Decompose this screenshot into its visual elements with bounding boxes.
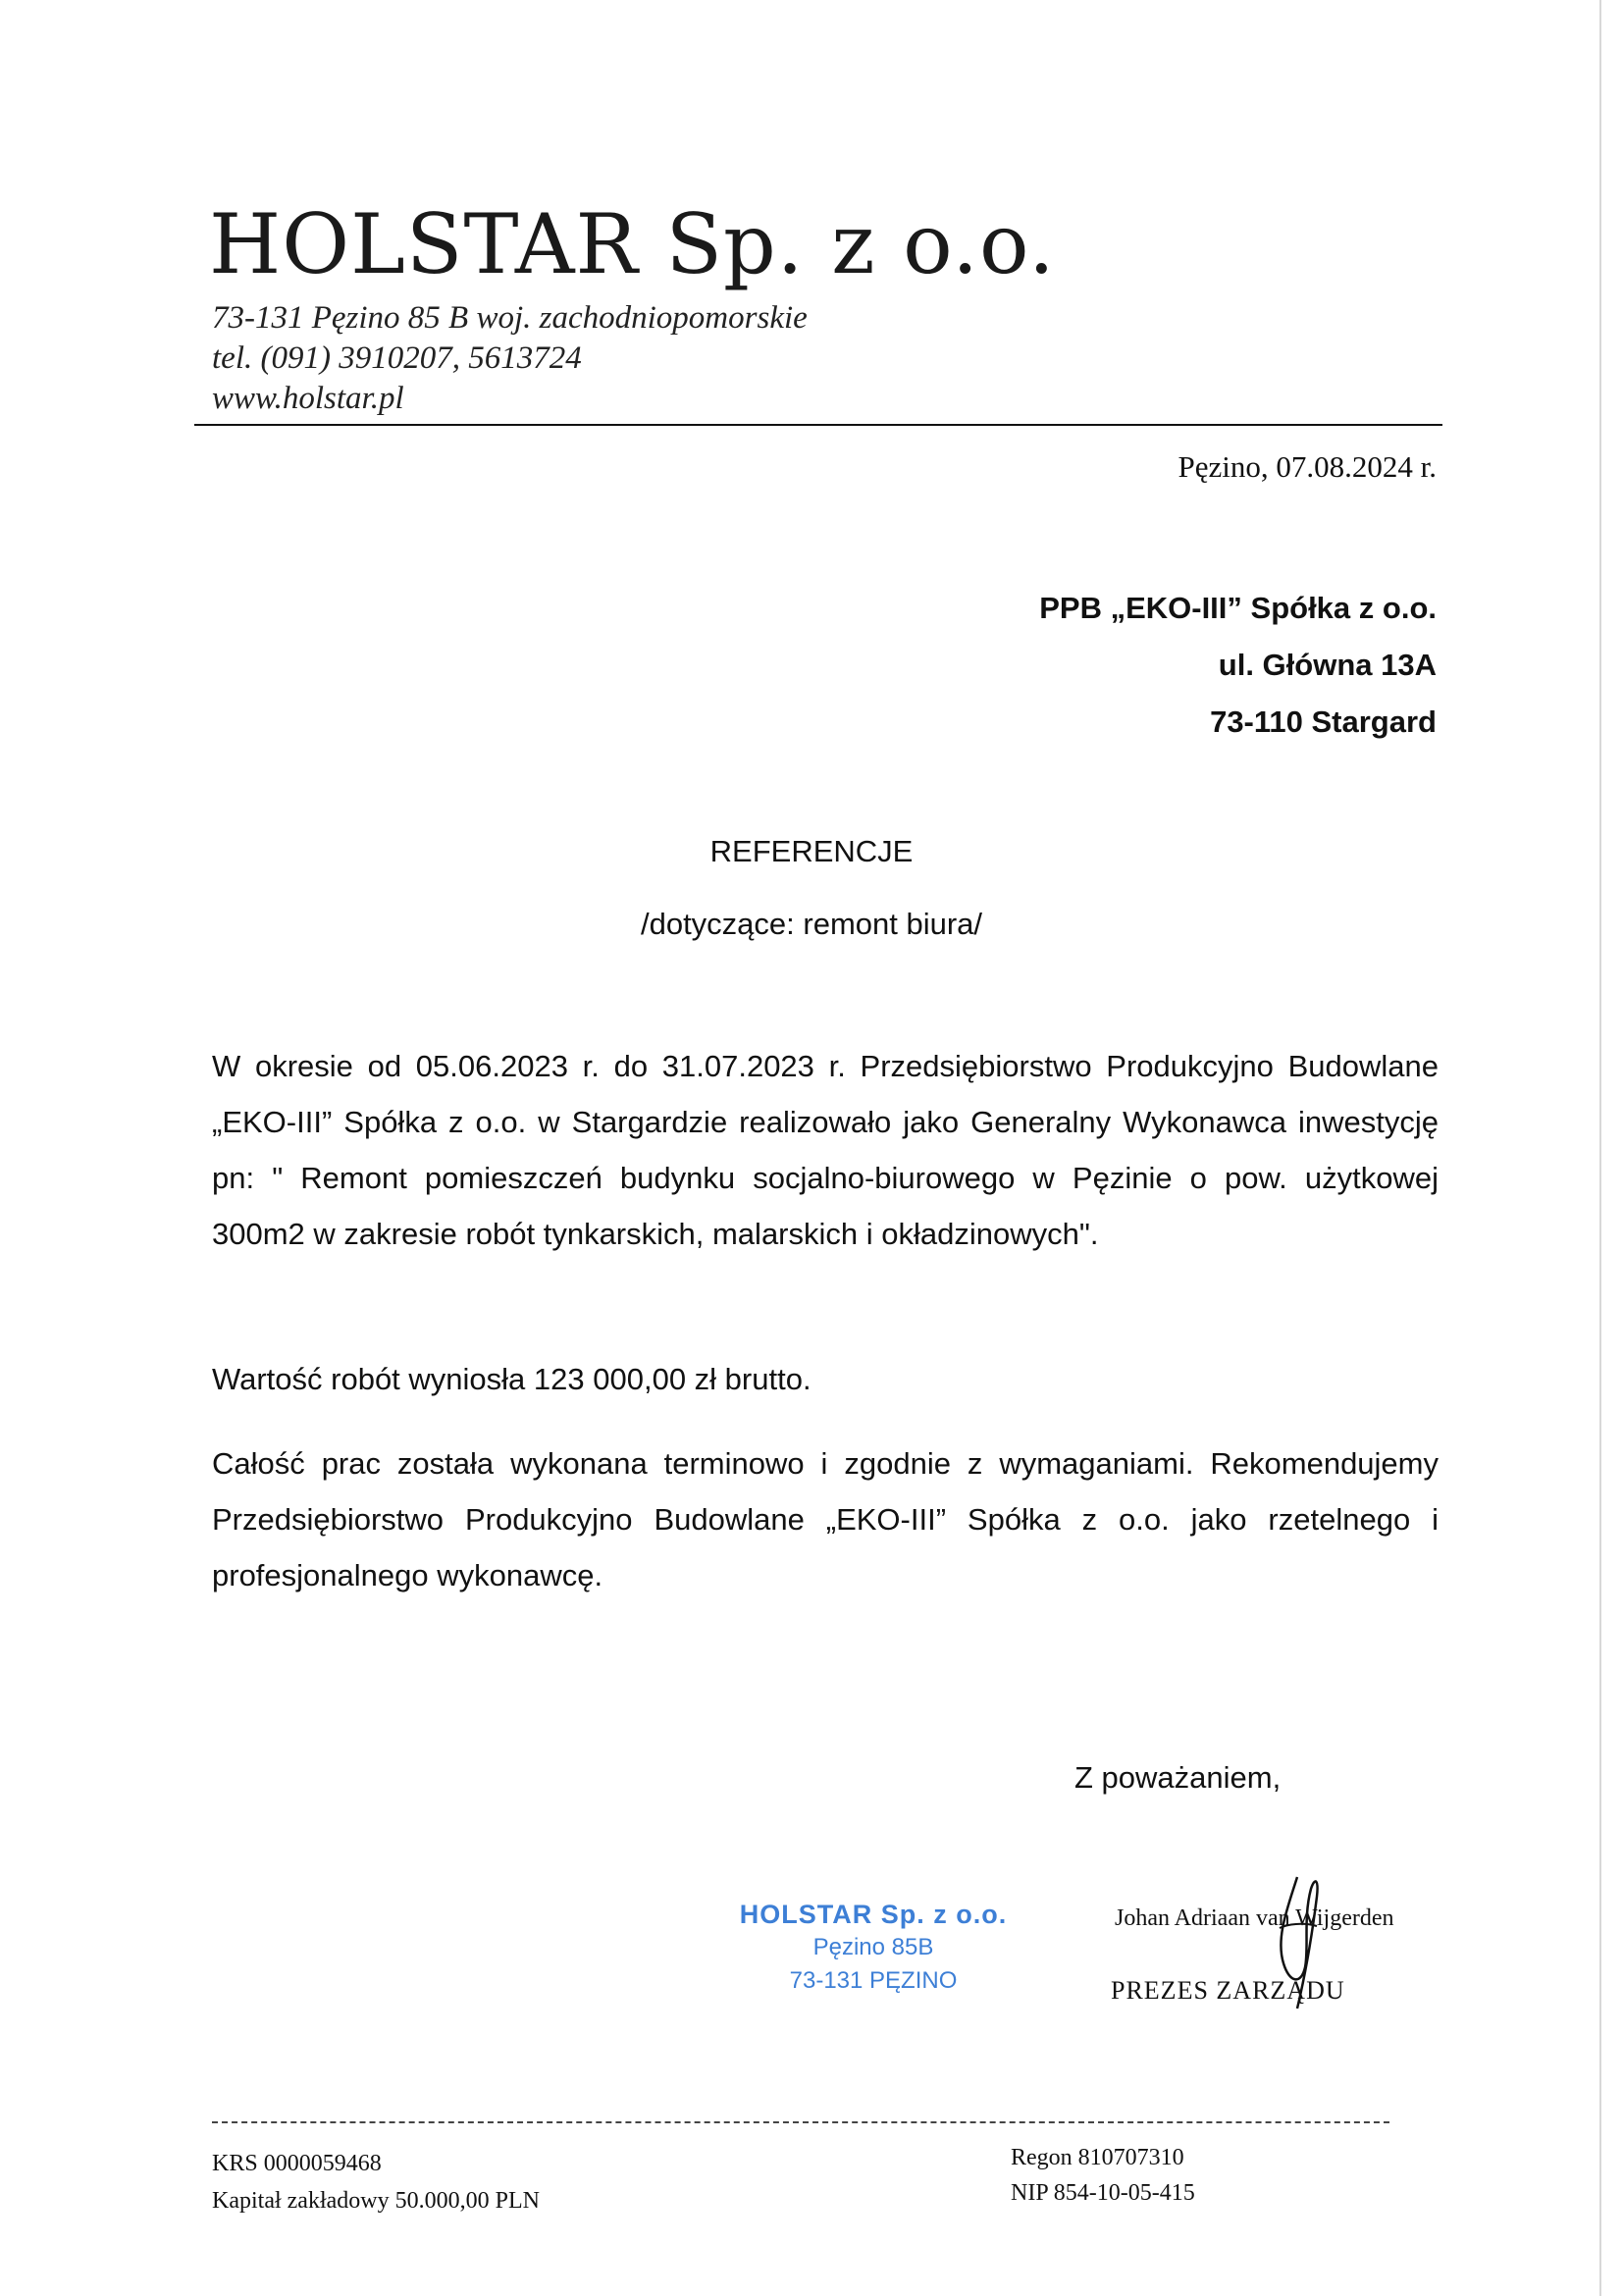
handwritten-signature	[1258, 1869, 1336, 2016]
stamp-company: HOLSTAR Sp. z o.o.	[739, 1900, 1008, 1929]
date-line: Pęzino, 07.08.2024 r.	[1178, 449, 1437, 484]
recipient-name: PPB „EKO-III” Spółka z o.o.	[1039, 591, 1437, 625]
letterhead-divider	[194, 424, 1442, 426]
company-website: www.holstar.pl	[212, 381, 404, 416]
body-paragraph-1: W okresie od 05.06.2023 r. do 31.07.2023 r. Przedsiębiorstwo Produkcyjno Budowlane „EKO-III” Spółka z o.o. w Stargardzie realizowało jako Generalny Wykonawca inwestycję pn: " Remont pomieszczeń budynku socjalno-biurowego w Pęzinie o pow. użytkowej 300m2 w zakresie robót tynkarskich, malarskich i okładzinowych".	[212, 1049, 1439, 1251]
body-paragraph-2: Wartość robót wyniosła 123 000,00 zł brutto.	[212, 1362, 812, 1396]
footer-nip: NIP 854-10-05-415	[1011, 2180, 1195, 2206]
page-edge	[1599, 0, 1601, 2296]
stamp-address: Pęzino 85B	[812, 1934, 934, 1960]
closing-phrase: Z poważaniem,	[1074, 1760, 1282, 1795]
signer-role: PREZES ZARZĄDU	[1111, 1976, 1345, 2005]
stamp-city: 73-131 PĘZINO	[789, 1967, 958, 1994]
company-name: HOLSTAR Sp. z o.o.	[209, 196, 1056, 292]
company-address: 73-131 Pęzino 85 B woj. zachodniopomorskie	[212, 300, 808, 336]
footer-regon: Regon 810707310	[1011, 2145, 1184, 2170]
body-paragraph-3: Całość prac została wykonana terminowo i zgodnie z wymaganiami. Rekomendujemy Przedsiębiorstwo Produkcyjno Budowlane „EKO-III” Spółka z o.o. jako rzetelnego i profesjonalnego wykonawcę.	[212, 1446, 1439, 1592]
document-subject: /dotyczące: remont biura/	[640, 907, 983, 941]
document-title: REFERENCJE	[709, 834, 914, 868]
footer-capital: Kapitał zakładowy 50.000,00 PLN	[212, 2188, 540, 2214]
company-phone: tel. (091) 3910207, 5613724	[212, 340, 582, 376]
company-stamp	[687, 1898, 1060, 1998]
recipient-street: ul. Główna 13A	[1218, 648, 1437, 682]
footer-divider	[212, 2121, 1389, 2123]
recipient-city: 73-110 Stargard	[1210, 704, 1437, 739]
signer-name: Johan Adriaan van Wijgerden	[1115, 1905, 1394, 1931]
footer-krs: KRS 0000059468	[212, 2151, 382, 2176]
